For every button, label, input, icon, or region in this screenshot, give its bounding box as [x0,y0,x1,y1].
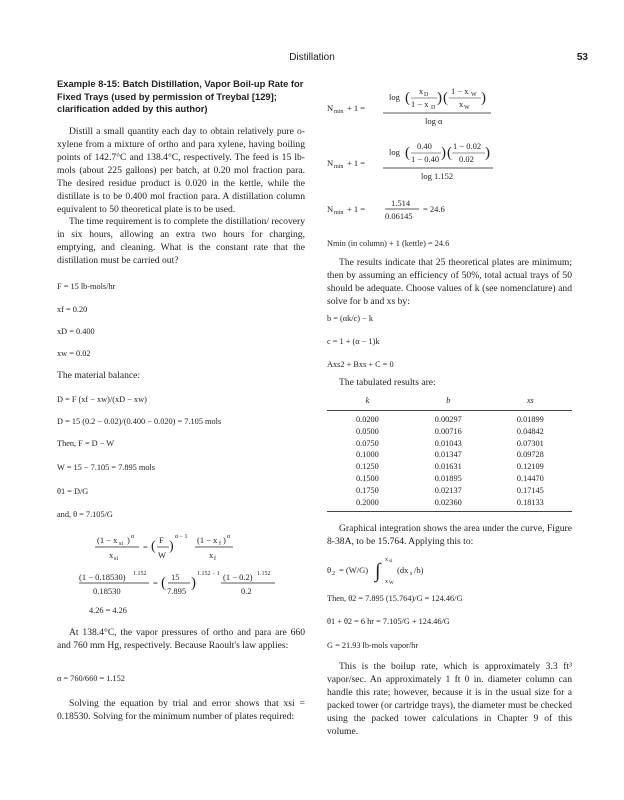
svg-text:0.18530: 0.18530 [93,586,121,596]
svg-text:(1 − 0.18530): (1 − 0.18530) [79,572,126,582]
eq-feed-rate: F = 15 lb-mols/hr [57,282,116,291]
svg-text:0.02: 0.02 [459,154,474,164]
svg-text:=: = [143,542,148,552]
table-cell: 0.18133 [489,497,572,512]
svg-text:= (W/G): = (W/G) [339,565,369,575]
svg-text:+ 1 =: + 1 = [347,158,366,168]
svg-text:): ) [127,535,130,545]
table-cell: 0.00716 [434,426,462,436]
svg-text:(: ( [151,539,156,554]
table-cell: 0.1250 [356,462,379,472]
eq-xd: xD = 0.400 [57,327,95,336]
svg-text:1 − 0.40: 1 − 0.40 [411,154,440,164]
svg-text:W: W [464,105,470,111]
table-cell: 0.01895 [434,473,462,483]
eq-theta-sum: θ1 + θ2 = 6 hr = 7.105/G + 124.46/G [327,617,450,626]
table-row [327,411,572,426]
table-row [327,438,572,450]
svg-text:1.152: 1.152 [133,571,147,577]
rayleigh-equation-graphic [79,530,279,610]
svg-text:): ) [437,90,442,106]
eq-distillate: D = F (xf − xw)/(xD − xw) [57,395,147,404]
eq-then: Then, F = D − W [57,439,115,448]
svg-text:min: min [334,164,344,170]
table-row [327,485,572,497]
vapor-pressure-paragraph: At 138.4°C, the vapor pressures of ortho and para are 660 and 760 mm Hg, respectively. Because Raoult's law applies: [57,627,305,651]
table-cell: 0.0200 [356,415,379,424]
eq-check: 4.26 = 4.26 [89,606,127,615]
svg-text:f: f [219,541,221,547]
table-row [327,461,572,473]
svg-text:s: s [410,571,413,577]
table-cell: 0.04842 [516,426,544,436]
svg-text:α − 1: α − 1 [175,534,188,540]
svg-text:x: x [459,99,464,109]
fenske-equation-graphic [327,80,527,240]
svg-text:min: min [334,210,344,216]
svg-text:(: ( [161,575,166,591]
eq-alpha: α = 760/660 = 1.152 [57,674,125,683]
svg-text:∫: ∫ [375,560,381,582]
table-header-xs: xs [489,396,572,411]
eq-quadratic: Axs2 + Bxs + C = 0 [327,360,394,369]
svg-text:= 24.6: = 24.6 [423,204,445,214]
table-header-k: k [327,396,408,411]
table-cell: 0.02360 [408,497,489,512]
table-cell: 0.01631 [434,462,462,472]
svg-text:D: D [424,92,429,98]
table-header-b: b [408,396,489,411]
svg-text:W: W [158,550,167,560]
eq-xw: xw = 0.02 [57,349,91,358]
svg-text:N: N [327,204,334,214]
table-cell: 0.2000 [327,497,408,512]
table-cell: 0.1000 [356,450,379,460]
results-paragraph: The results indicate that 25 theoretical plates are minimum; then by assuming an efficiency of 50%, total actual trays of 50 should be adequate. Choose values of k (see nomenclature) and solve for b and xs by: [327,257,572,307]
svg-text:+ 1 =: + 1 = [347,204,366,214]
eq-c: c = 1 + (α − 1)k [327,337,380,346]
svg-text:1.514: 1.514 [391,198,411,208]
svg-text:θ: θ [327,565,332,575]
svg-text:x: x [419,86,424,96]
eq-xf: xf = 0.20 [57,305,88,314]
svg-text:si: si [389,559,393,564]
integral-equation-graphic [327,553,507,585]
svg-text:15: 15 [171,572,180,582]
eq-theta1: θ1 = D/G [57,487,89,496]
svg-text:si: si [119,541,124,547]
table-cell: 0.09728 [516,450,544,460]
nmin-result: Nmin (in column) + 1 (kettle) = 24.6 [327,239,450,248]
svg-text:): ) [223,535,226,545]
svg-text:log 1.152: log 1.152 [421,171,454,181]
svg-text:): ) [485,145,490,161]
svg-text:log α: log α [425,116,443,126]
svg-text:N: N [327,158,334,168]
svg-text:1 − x: 1 − x [451,86,469,96]
svg-text:W: W [471,92,477,98]
svg-text:f: f [214,556,216,562]
eq-theta2: Then, θ2 = 7.895 (15.764)/G = 124.46/G [327,594,463,603]
table-cell: 0.12109 [516,462,544,472]
solving-paragraph: Solving the equation by trial and error shows that xsi = 0.18530. Solving for the minimum number of plates required: [57,698,305,722]
svg-text:): ) [441,145,446,161]
table-cell: 0.01899 [516,415,544,424]
eq-distillate-value: D = 15 (0.2 − 0.02)/(0.400 − 0.020) = 7.105 mols [57,417,222,426]
page-number: 53 [576,52,588,63]
example-title: Example 8-15: Batch Distillation, Vapor Boil-up Rate for Fixed Trays (used by permission of Treybal [129]; clarification added by this author) [57,78,304,114]
running-header: Distillation [289,52,335,63]
svg-text:α: α [131,534,135,540]
svg-text:1.152 − 1: 1.152 − 1 [197,571,220,577]
table-cell: 0.17145 [516,485,544,495]
intro-paragraph-2: The time requirement is to complete the distillation/ recovery in six hours, allowing an extra two hours for charging, emptying, and cleaning. What is the constant rate that the distillation must be carried out? [57,216,305,266]
svg-text:(: ( [405,90,410,106]
svg-text:log: log [389,147,400,157]
svg-text:1 − 0.02: 1 − 0.02 [453,141,482,151]
svg-text:(dx: (dx [397,565,409,575]
svg-text:0.40: 0.40 [417,141,432,151]
svg-text:1.152: 1.152 [257,571,271,577]
table-header-row [327,396,572,411]
svg-text:0.2: 0.2 [241,586,252,596]
eq-residue: W = 15 − 7.105 = 7.895 mols [57,463,156,472]
table-row [327,473,572,485]
table-cell: 0.14470 [516,473,544,483]
table-cell: 0.00297 [434,415,462,424]
eq-b: b = (αk/c) − k [327,314,373,323]
eq-theta: and, θ = 7.105/G [57,510,113,519]
table-cell: 0.02137 [434,485,462,495]
svg-text:log: log [389,92,400,102]
graphical-integration-paragraph: Graphical integration shows the area under the curve, Figure 8-38A, to be 15.764. Applying this to: [327,523,572,547]
svg-text:2: 2 [332,571,335,577]
svg-text:(: ( [443,90,448,106]
svg-text:N: N [327,103,334,113]
table-cell: 0.07301 [516,438,544,448]
svg-text:x: x [385,579,388,585]
svg-text:=: = [153,578,158,588]
final-paragraph: This is the boilup rate, which is approximately 3.3 ft³ vapor/sec. An approximately 1 ft 0 in. diameter column can handle this rate; however, because it is in the usual size for a packed tower (or cartridge trays), the diameter must be checked using the packed tower calculations in Chapter 9 of this volume. [327,661,572,737]
svg-text:(1 − x: (1 − x [197,535,218,545]
svg-text:+ 1 =: + 1 = [347,103,366,113]
table-cell: 0.01043 [434,438,462,448]
svg-text:): ) [169,539,174,554]
svg-text:(1 − x: (1 − x [97,535,118,545]
eq-boilup-G: G = 21.93 lb-mols vapor/hr [327,641,419,650]
svg-text:x: x [109,550,114,560]
svg-text:7.895: 7.895 [167,586,187,596]
svg-text:F: F [159,535,164,545]
svg-text:): ) [191,575,196,591]
svg-text:(1 − 0.2): (1 − 0.2) [223,572,253,582]
svg-text:): ) [481,90,486,106]
table-cell: 0.01347 [434,450,462,460]
svg-text:α: α [227,534,231,540]
svg-text:(: ( [405,145,410,161]
tabulated-label: The tabulated results are: [339,377,436,388]
svg-text:min: min [334,109,344,115]
table-row [327,426,572,438]
material-balance-label: The material balance: [57,370,141,381]
svg-text:/b): /b) [414,565,424,575]
svg-text:x: x [209,550,214,560]
svg-text:(: ( [447,145,452,161]
svg-text:0.06145: 0.06145 [385,211,413,221]
table-row [327,449,572,461]
table-cell: 0.0750 [356,438,379,448]
svg-text:x: x [385,557,388,563]
svg-text:si: si [114,556,119,562]
table-cell: 0.1750 [356,485,379,495]
table-cell: 0.0500 [356,426,379,436]
svg-text:W: W [389,581,394,585]
results-table [327,396,572,512]
svg-text:1 − x: 1 − x [411,99,429,109]
table-row [327,497,572,512]
intro-paragraph-1: Distill a small quantity each day to obtain relatively pure o-xylene from a mixture of ortho and para xylene, having boiling points of 142.7°C and 138.4°C, respectively. The feed is 15 lb-mols (about 225 gallons) per batch, at 0.20 mol fraction para. The desired residue product is 0.020 in the kettle, while the distillate is to be 0.400 mol fraction para. A distillation column equivalent to 50 theoretical plate is to be used. [57,126,305,215]
table-cell: 0.1500 [356,473,379,483]
svg-text:D: D [431,105,436,111]
